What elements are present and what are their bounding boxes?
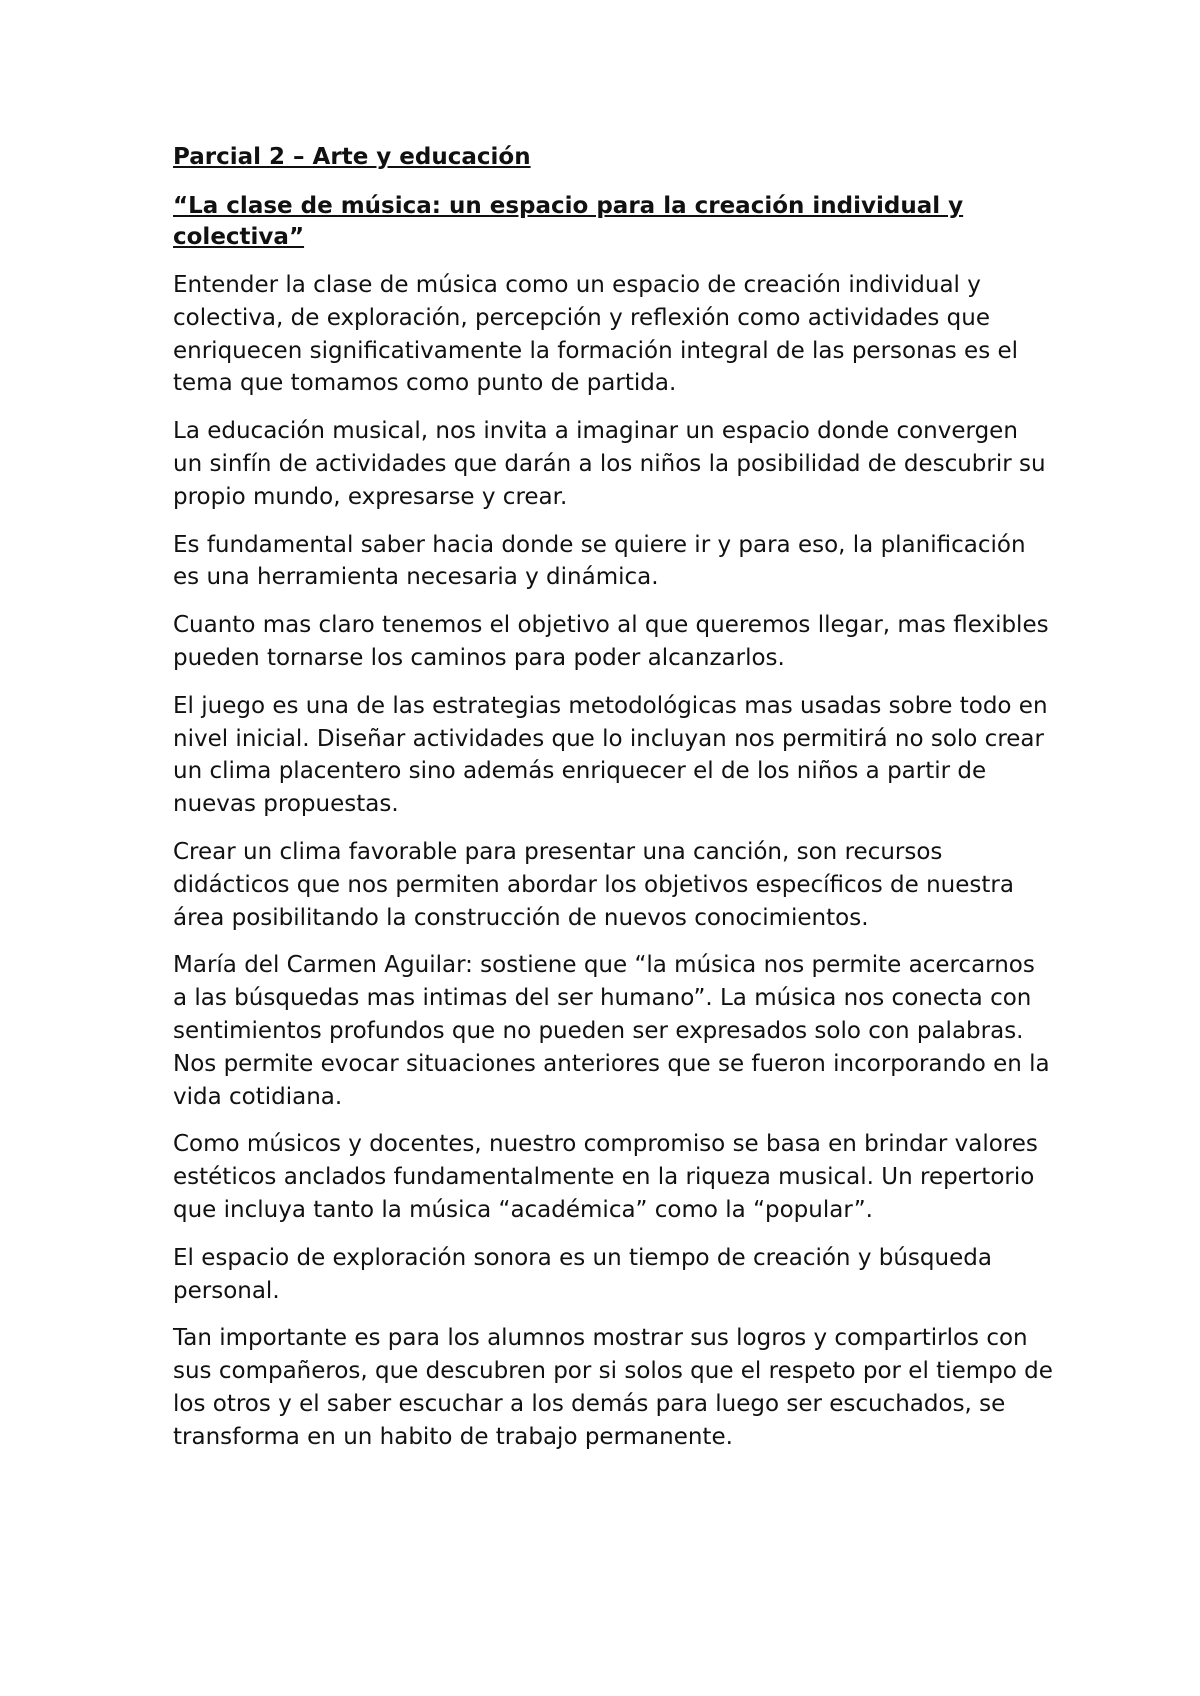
paragraph: El juego es una de las estrategias metodológicas mas usadas sobre todo en nivel inicial. Diseñar actividades que lo incluyan nos permitirá no solo crear un clima placentero sino además enriquecer el de los niños a partir de nuevas propuestas.	[173, 692, 1048, 818]
paragraph: Es fundamental saber hacia donde se quiere ir y para eso, la planificación es una herramienta necesaria y dinámica.	[173, 531, 1026, 591]
paragraph: María del Carmen Aguilar: sostiene que “la música nos permite acercarnos a las búsquedas mas intimas del ser humano”. La música nos conecta con sentimientos profundos que no pueden ser expresados solo con palabras. Nos permite evocar situaciones anteriores que se fueron incorporando en la vida cotidiana.	[173, 952, 1050, 1110]
paragraph: Entender la clase de música como un espacio de creación individual y colectiva, de exploración, percepción y reflexión como actividades que enriquecen significativamente la formación integral de las personas es el tema que tomamos como punto de partida.	[173, 272, 1019, 397]
paragraph: Tan importante es para los alumnos mostrar sus logros y compartirlos con sus compañeros, que descubren por si solos que el respeto por el tiempo de los otros y el saber escuchar a los demás para luego ser escuchados, se transforma en un habito de trabajo permanente.	[173, 1325, 1053, 1450]
paragraph: La educación musical, nos invita a imaginar un espacio donde convergen un sinfín de actividades que darán a los niños la posibilidad de descubrir su propio mundo, expresarse y crear.	[173, 418, 1046, 510]
document-subtitle: “La clase de música: un espacio para la creación individual y colectiva”	[173, 193, 964, 250]
document-page	[173, 142, 1053, 1469]
paragraph: Como músicos y docentes, nuestro compromiso se basa en brindar valores estéticos anclados fundamentalmente en la riqueza musical. Un repertorio que incluya tanto la música “académica” como la “popular”.	[173, 1131, 1038, 1223]
document-title: Parcial 2 – Arte y educación	[173, 144, 531, 170]
paragraph: Cuanto mas claro tenemos el objetivo al que queremos llegar, mas flexibles pueden tornarse los caminos para poder alcanzarlos.	[173, 612, 1049, 671]
paragraph: El espacio de exploración sonora es un tiempo de creación y búsqueda personal.	[173, 1244, 992, 1304]
paragraph: Crear un clima favorable para presentar una canción, son recursos didácticos que nos permiten abordar los objetivos específicos de nuestra área posibilitando la construcción de nuevos conocimientos.	[173, 838, 1014, 931]
